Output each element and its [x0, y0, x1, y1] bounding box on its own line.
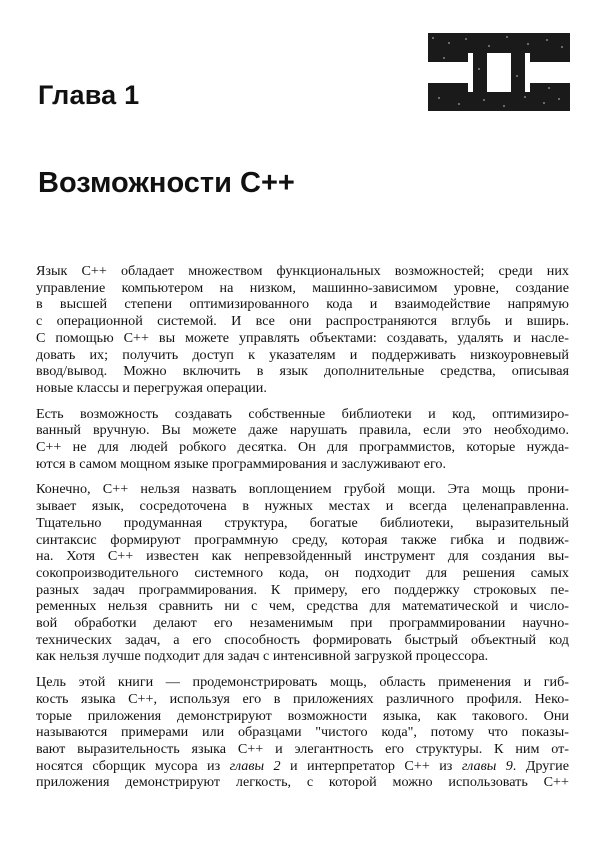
text-line: С помощью C++ вы можете управлять объектами: создавать, удалять и насле-	[36, 329, 569, 346]
text-line: вой обработки делают его незаменимым при программировании научно-	[36, 615, 569, 632]
text-line: разных задач программирования. К примеру, его поддержку строковых пе-	[36, 581, 569, 598]
chapter-ornament-icon	[428, 33, 570, 111]
chapter-label: Глава 1	[38, 80, 140, 110]
text-line: ввод/вывод. Можно включить в язык дополнительные средства, описывая	[36, 363, 569, 380]
text-segment: и интерпретатор C++ из	[280, 757, 462, 774]
paragraph-3	[36, 481, 569, 665]
chapter-2-reference: главы 2	[229, 757, 281, 774]
text-line: Язык C++ обладает множеством функциональных возможностей; среди них	[36, 263, 569, 279]
text-line: сокопроизводительного системного кода, он подходит для решения самых	[36, 564, 569, 581]
text-line: синтаксис формируют программную среду, которая также гибка и подвиж-	[36, 531, 569, 548]
text-line: зывает язык, сосредоточена в нужных местах и всегда целенаправленна.	[36, 498, 569, 515]
paragraph-4	[36, 674, 569, 791]
text-segment: . Другие	[512, 757, 569, 774]
text-line: управление компьютером на низком, машинно-зависимом уровне, создание	[36, 279, 569, 296]
text-line: вают выразительность языка C++ и элегантность его структуры. К ним от-	[36, 740, 569, 757]
text-line: ются в самом мощном языке программирования и заслуживают его.	[36, 455, 447, 472]
chapter-title: Возможности C++	[38, 167, 295, 199]
text-line: ванный вручную. Вы можете даже нарушать правила, если это необходимо.	[36, 422, 569, 439]
text-line: приложения демонстрируют легкость, с которой можно использовать C++	[36, 774, 569, 791]
text-line: Есть возможность создавать собственные библиотеки и код, оптимизиро-	[36, 405, 569, 422]
text-line: называются примерами или образцами "чистого кода", потому что показы-	[36, 724, 569, 741]
text-line: Конечно, C++ нельзя назвать воплощением грубой мощи. Эта мощь прони-	[36, 481, 569, 498]
text-line: кость языка C++, используя его в приложениях различного профиля. Неко-	[36, 690, 569, 707]
paragraph-1	[36, 263, 569, 397]
text-line: Цель этой книги — продемонстрировать мощь, область применения и гиб-	[36, 674, 569, 691]
paragraph-2	[36, 406, 569, 473]
text-line: торые приложения демонстрируют возможности языка, как такового. Они	[36, 707, 569, 724]
text-line: Тщательно продуманная структура, богатые библиотеки, выразительный	[36, 514, 569, 531]
text-segment: носятся сборщик мусора из	[36, 757, 230, 774]
text-line: C++ не для людей робкого десятка. Он для программистов, которые нужда-	[36, 439, 569, 456]
text-line: довать их; получить доступ к указателям и поддерживать низкоуровневый	[36, 346, 569, 363]
text-line: как нельзя лучше подходит для задач с интенсивной загрузкой процессора.	[36, 648, 489, 665]
body-text	[36, 263, 569, 800]
text-line: на. Хотя C++ известен как непревзойденный инструмент для создания вы-	[36, 548, 569, 565]
text-line: в высшей степени оптимизированного кода и взаимодействие напрямую	[36, 296, 569, 313]
text-line: с операционной системой. И все они распространяются вглубь и вширь.	[36, 313, 569, 330]
text-line: ременных нельзя сравнить ни с чем, средства для математической и число-	[36, 598, 569, 615]
text-line: технических задач, а его способность формировать быстрый объектный код	[36, 631, 569, 648]
text-line: новые классы и перегружая операции.	[36, 379, 267, 396]
text-line-with-references	[36, 758, 569, 775]
chapter-9-reference: главы 9	[461, 757, 513, 774]
